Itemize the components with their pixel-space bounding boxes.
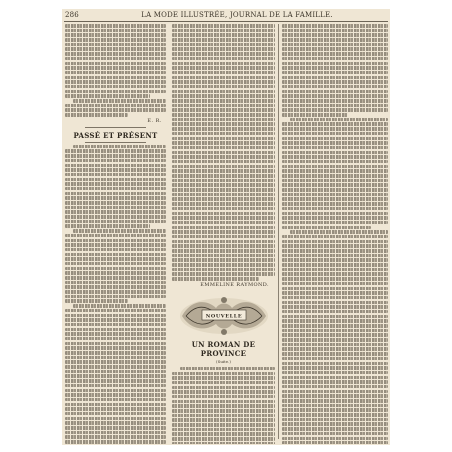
right-text-block (282, 24, 388, 444)
ornament-graphic (176, 292, 272, 338)
newspaper-page (62, 9, 390, 445)
nouvelle-vignette (176, 292, 272, 338)
journal-title: LA MODE ILLUSTRÉE, JOURNAL DE LA FAMILLE. (141, 11, 333, 19)
section-title: PASSÉ ET PRÉSENT (73, 130, 158, 140)
middle-column (172, 24, 275, 444)
section-rule-top (85, 127, 146, 128)
page-number: 286 (65, 11, 79, 19)
column-separator (278, 24, 279, 439)
left-text-block-main (65, 145, 166, 444)
left-column (65, 24, 166, 444)
middle-text-block-bottom (172, 367, 275, 444)
left-signature: E. R. (147, 117, 162, 124)
left-text-block-top (65, 24, 166, 117)
section-rule-bottom (85, 142, 146, 143)
middle-signature: EMMELINE RAYMOND. (200, 281, 269, 288)
page-header (62, 9, 390, 20)
middle-text-block-top (172, 24, 275, 281)
right-column (282, 24, 388, 444)
roman-subtitle: (Suite.) (216, 358, 231, 364)
header-rule (64, 21, 388, 22)
roman-title: UN ROMAN DE PROVINCE (191, 339, 256, 358)
vignette-label: NOUVELLE (205, 313, 242, 320)
